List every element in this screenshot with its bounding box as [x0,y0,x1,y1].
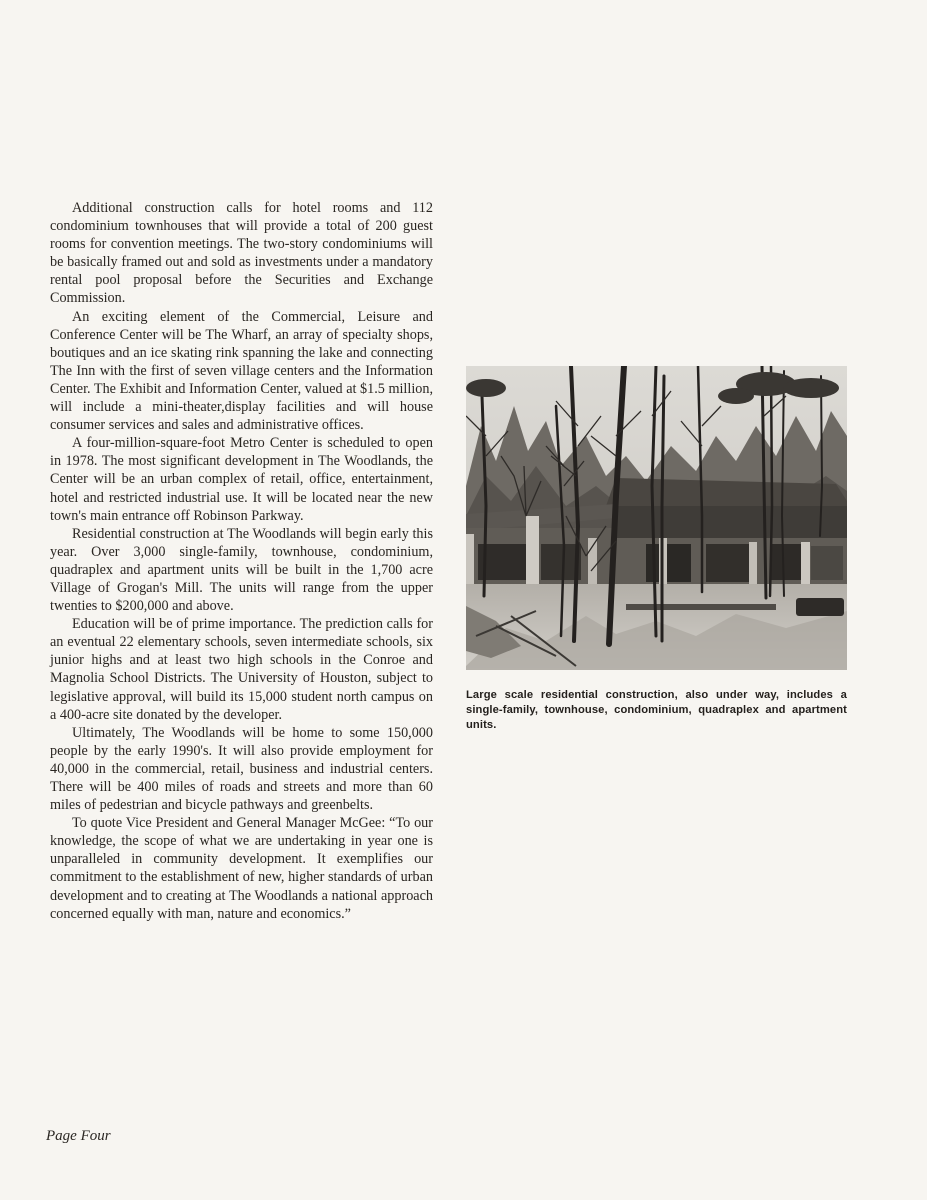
page-number: Page Four [46,1128,111,1144]
paragraph-quote: To quote Vice President and General Manager McGee: “To our knowledge, the scope of what we are undertaking in year one is unparalleled in community development. It exemplifies our commitment to the establishment of new, higher standards of urban development and to creating at The Woodlands a national approach concerned equally with man, nature and economics.” [50,815,433,922]
paragraph-wharf: An exciting element of the Commercial, Leisure and Conference Center will be The Wharf, an array of specialty shops, boutiques and an ice skating rink spanning the lake and connecting The Inn with the first of seven village centers and the Information Center. The Exhibit and Information Center, valued at $1.5 million, will include a mini-theater,display facilities and will house consumer services and sales and administrative offices. [50,308,433,434]
paragraph-metro-center: A four-million-square-foot Metro Center is scheduled to open in 1978. The most significant development in The Woodlands, the Center will be an urban complex of retail, office, entertainment, hotel and restricted industrial use. It will be located near the new town's main entrance off Robinson Parkway. [50,435,433,524]
paragraph-education: Education will be of prime importance. The prediction calls for an eventual 22 elementary schools, seven intermediate schools, six junior highs and at least two high schools in the Conroe and Magnolia School Districts. The University of Houston, subject to legislative approval, will build its 15,000 student north campus on a 400-acre site donated by the developer. [50,616,433,723]
paragraph-population: Ultimately, The Woodlands will be home to some 150,000 people by the early 1990's. It will also provide employment for 40,000 in the commercial, retail, business and industrial centers. There will be 400 miles of roads and streets and more than 60 miles of pedestrian and bicycle pathways and greenbelts. [50,724,433,814]
photo-caption: Large scale residential construction, also under way, includes a single-family, townhouse, condominium, quadraplex and apartment units. [466,689,847,732]
paragraph-hotel-rooms: Additional construction calls for hotel rooms and 112 condominium townhouses that will provide a total of 200 guest rooms for convention meetings. The two-story condominiums will be basically framed out and sold as investments under a mandatory rental pool proposal before the Securities and Exchange Commission. [50,200,433,307]
construction-photo [466,366,847,670]
paragraph-residential: Residential construction at The Woodlands will begin early this year. Over 3,000 single-family, townhouse, condominium, quadraplex and apartment units will be built in the 1,700 acre Village of Grogan's Mill. The units will range from the upper twenties to $200,000 and above. [50,525,433,615]
article-body [50,199,433,923]
